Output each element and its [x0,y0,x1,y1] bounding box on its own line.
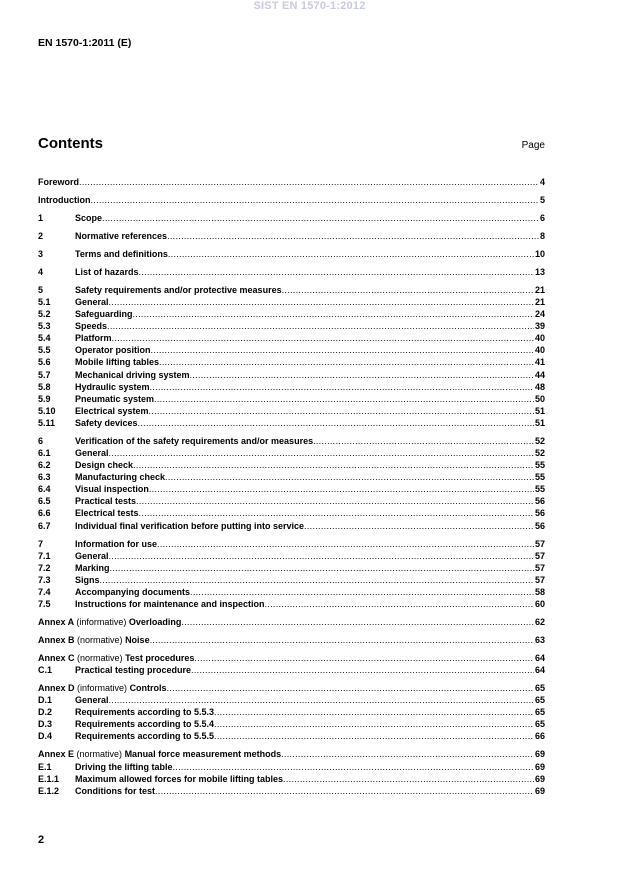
toc-entry-page: 55 [534,460,545,471]
toc-entry[interactable] [38,761,545,773]
toc-entry[interactable] [38,682,545,694]
toc-entry-title: Individual final verification before putting into service [75,520,305,531]
page-number: 2 [38,834,45,846]
toc-entry-title: Marking [75,562,110,573]
annex-label: Annex B [38,635,75,645]
dot-leader [133,459,534,471]
toc-entry-page: 65 [534,719,545,730]
toc-entry[interactable] [38,194,545,206]
toc-entry-number: 3 [38,248,44,259]
dot-leader [181,616,534,628]
toc-entry-page: 55 [534,472,545,483]
dot-leader [139,507,534,519]
toc-entry-title [38,616,181,628]
dot-leader [173,761,534,773]
annex-kind: (normative) [77,635,123,645]
table-of-contents [38,176,545,797]
dot-leader [214,730,534,742]
toc-entry-number: D.1 [38,695,53,706]
toc-entry-title: Requirements according to 5.5.3 [75,707,215,718]
toc-entry-title: Operator position [75,345,151,356]
dot-leader [281,748,534,760]
dot-leader [155,785,534,797]
toc-entry-number: E.1.2 [38,785,60,796]
toc-entry-page: 39 [534,321,545,332]
toc-entry-number: 6.3 [38,472,51,483]
toc-entry-number: E.1.1 [38,773,60,784]
toc-entry-number: 7.1 [38,550,51,561]
dot-leader [150,381,534,393]
toc-entry-title: Foreword [38,177,80,187]
dot-leader [110,562,534,574]
toc-entry-page: 63 [534,635,545,645]
toc-entry-number: 2 [38,230,44,241]
toc-entry[interactable] [38,284,545,296]
dot-leader [154,393,534,405]
toc-entry[interactable] [38,248,545,260]
dot-leader [109,447,534,459]
toc-entry-title: General [75,297,109,307]
annex-title: Overloading [128,617,182,628]
toc-entry-number: D.4 [38,731,53,742]
dot-leader [167,230,539,242]
annex-title: Controls [129,683,167,694]
watermark: SIST EN 1570-1:2012 [253,0,366,12]
toc-entry-title: List of hazards [75,266,139,277]
toc-entry[interactable] [38,230,545,242]
toc-entry[interactable] [38,176,545,188]
toc-entry[interactable] [38,320,545,332]
toc-entry[interactable] [38,550,545,562]
toc-entry-title: Scope [75,212,103,223]
toc-entry-page: 5 [539,194,545,205]
toc-entry[interactable] [38,664,545,676]
toc-entry-page: 64 [534,665,545,676]
toc-entry-title: Design check [75,460,134,471]
toc-entry-title: Visual inspection [75,484,149,495]
dot-leader [214,706,534,718]
dot-leader [168,248,534,260]
toc-entry-number: 5.10 [38,405,56,416]
toc-entry[interactable] [38,435,545,447]
dot-leader [214,718,534,730]
toc-entry-title [38,682,167,694]
dot-leader [194,652,534,664]
dot-leader [100,574,534,586]
toc-entry-page: 69 [534,773,545,784]
dot-leader [304,520,534,532]
toc-entry-title: Mechanical driving system [75,369,190,380]
annex-title: Manual force measurement methods [124,749,282,760]
toc-entry[interactable] [38,344,545,356]
toc-entry[interactable] [38,393,545,405]
toc-entry-page: 44 [534,369,545,380]
toc-entry-title: Safeguarding [75,309,133,320]
dot-leader [112,332,534,344]
toc-entry-number: 7.4 [38,586,51,597]
annex-label: Annex C [38,652,75,663]
toc-entry[interactable] [38,495,545,507]
toc-entry-number: 5.9 [38,393,51,404]
dot-leader [150,634,534,646]
toc-entry-title: Instructions for maintenance and inspection [75,599,265,610]
toc-entry-title: Electrical system [75,405,149,416]
toc-entry-page: 10 [534,248,545,259]
toc-entry-page: 56 [534,520,545,531]
toc-entry-number: 5.8 [38,381,51,392]
annex-kind: (normative) [76,749,123,760]
toc-entry-title: Information for use [75,538,158,549]
toc-entry-page: 65 [534,707,545,718]
toc-entry-number: 6.7 [38,520,51,531]
toc-entry[interactable] [38,562,545,574]
dot-leader [190,369,534,381]
toc-entry-number: 6.1 [38,448,51,459]
toc-entry-number: 5 [38,284,44,295]
toc-entry-page: 56 [534,508,545,519]
toc-entry-title: Requirements according to 5.5.4 [75,719,215,730]
dot-leader [165,471,534,483]
toc-entry[interactable] [38,381,545,393]
toc-entry[interactable] [38,296,545,308]
toc-entry-title [38,748,281,760]
toc-entry-page: 55 [534,484,545,495]
toc-entry[interactable] [38,785,545,797]
toc-entry-page: 40 [534,345,545,356]
toc-entry-number: 7 [38,538,44,549]
toc-entry-page: 66 [534,731,545,742]
toc-entry-title: Practical testing procedure [75,665,192,676]
toc-entry-title: Requirements according to 5.5.5 [75,731,215,742]
toc-entry-title: Electrical tests [75,508,139,519]
annex-kind: (informative) [76,617,127,628]
toc-entry[interactable] [38,356,545,368]
toc-entry-page: 64 [534,652,545,663]
toc-entry-page: 40 [534,333,545,344]
toc-entry-page: 69 [534,749,545,760]
toc-entry[interactable] [38,616,545,628]
dot-leader [136,495,534,507]
toc-entry-number: 6.5 [38,496,51,507]
toc-entry-title: Safety requirements and/or protective measures [75,284,282,295]
dot-leader [283,773,534,785]
annex-label: Annex D [38,683,75,694]
toc-entry-number: 4 [38,266,44,277]
dot-leader [139,266,534,278]
toc-entry-title: Driving the lifting table [75,761,173,772]
toc-entry-title: Signs [75,574,100,585]
toc-entry-title: Accompanying documents [75,586,191,597]
toc-entry-title: Introduction [38,194,91,205]
dot-leader [149,405,534,417]
toc-entry[interactable] [38,773,545,785]
toc-entry[interactable] [38,507,545,519]
toc-entry-number: D.3 [38,719,53,730]
toc-entry-number: 6.4 [38,484,51,495]
toc-entry[interactable] [38,538,545,550]
toc-entry-page: 52 [534,435,545,446]
toc-entry-page: 41 [534,357,545,368]
toc-entry[interactable] [38,520,545,532]
toc-entry-page: 50 [534,393,545,404]
toc-entry-title: Platform [75,333,112,344]
toc-entry[interactable] [38,447,545,459]
toc-entry[interactable] [38,694,545,706]
toc-entry-number: 6.6 [38,508,51,519]
toc-entry-page: 51 [534,405,545,416]
toc-entry-title: Normative references [75,230,168,241]
toc-entry-title: Mobile lifting tables [75,357,160,368]
toc-entry[interactable] [38,471,545,483]
toc-entry-number: 5.11 [38,417,56,428]
dot-leader [282,284,534,296]
annex-title: Noise [125,635,150,645]
dot-leader [313,435,534,447]
toc-entry-number: 5.6 [38,357,51,368]
dot-leader [190,586,534,598]
toc-entry-page: 48 [534,381,545,392]
toc-entry-page: 6 [539,212,545,223]
toc-entry-title: Maximum allowed forces for mobile lifting tables [75,773,284,784]
toc-entry-title: General [75,448,109,459]
toc-entry-title: General [75,695,109,706]
toc-entry-title [38,634,150,646]
toc-entry-title: Hydraulic system [75,381,150,392]
toc-entry-number: 7.5 [38,599,51,610]
toc-entry[interactable] [38,574,545,586]
toc-entry-number: 1 [38,212,44,223]
dot-leader [138,417,534,429]
toc-entry-title: Practical tests [75,496,137,507]
page-column-label: Page [521,140,545,151]
toc-entry-number: 5.7 [38,369,51,380]
toc-entry-page: 65 [534,683,545,694]
toc-entry-page: 60 [534,599,545,610]
toc-entry-number: 5.2 [38,309,51,320]
annex-label: Annex A [38,617,74,628]
toc-entry-page: 57 [534,574,545,585]
toc-entry-title: Speeds [75,321,108,332]
toc-entry-page: 51 [534,417,545,428]
annex-label: Annex E [38,749,75,760]
toc-entry-page: 56 [534,496,545,507]
dot-leader [133,308,534,320]
toc-entry-number: D.2 [38,707,53,718]
toc-entry[interactable] [38,730,545,742]
toc-entry-title: Safety devices [75,417,138,428]
toc-entry-page: 62 [534,617,545,628]
toc-entry[interactable] [38,266,545,278]
toc-entry[interactable] [38,634,545,646]
toc-entry-number: 5.4 [38,333,51,344]
toc-entry-title: Terms and definitions [75,248,168,259]
toc-entry[interactable] [38,748,545,760]
toc-entry-page: 4 [539,177,545,187]
dot-leader [91,194,539,206]
toc-entry[interactable] [38,405,545,417]
toc-entry-number: C.1 [38,665,53,676]
toc-entry[interactable] [38,417,545,429]
toc-entry-page: 21 [534,297,545,307]
dot-leader [159,356,534,368]
toc-entry-number: 6 [38,435,44,446]
toc-entry[interactable] [38,483,545,495]
toc-entry[interactable] [38,586,545,598]
toc-entry[interactable] [38,308,545,320]
toc-entry[interactable] [38,212,545,224]
dot-leader [151,344,534,356]
toc-entry[interactable] [38,369,545,381]
toc-entry-number: 5.5 [38,345,51,356]
toc-entry-number: E.1 [38,761,52,772]
toc-entry[interactable] [38,706,545,718]
toc-entry-page: 57 [534,538,545,549]
toc-entry-number: 7.2 [38,562,51,573]
toc-entry-title [38,652,194,664]
toc-entry-page: 13 [534,266,545,277]
toc-entry-number: 7.3 [38,574,51,585]
toc-entry-title: Pneumatic system [75,393,155,404]
toc-entry-number: 5.1 [38,297,51,307]
toc-entry-title: Verification of the safety requirements and/or measures [75,435,314,446]
toc-entry-page: 21 [534,284,545,295]
toc-entry[interactable] [38,718,545,730]
document-id: EN 1570-1:2011 (E) [38,37,132,49]
annex-kind: (normative) [77,652,123,663]
toc-entry-page: 58 [534,586,545,597]
toc-entry-number: 6.2 [38,460,51,471]
annex-kind: (informative) [77,683,128,694]
toc-entry-page: 57 [534,562,545,573]
toc-entry[interactable] [38,459,545,471]
dot-leader [109,694,534,706]
dot-leader [102,212,539,224]
toc-entry-page: 52 [534,448,545,459]
toc-entry-title: Manufacturing check [75,472,166,483]
toc-entry-page: 69 [534,761,545,772]
dot-leader [167,682,534,694]
dot-leader [109,550,534,562]
toc-entry[interactable] [38,332,545,344]
toc-entry-page: 65 [534,695,545,706]
dot-leader [191,664,534,676]
dot-leader [107,320,534,332]
dot-leader [265,598,534,610]
toc-entry[interactable] [38,598,545,610]
toc-entry-page: 57 [534,550,545,561]
page-title: Contents [38,135,103,152]
toc-entry-number: 5.3 [38,321,51,332]
annex-title: Test procedures [125,652,195,663]
toc-entry-page: 24 [534,309,545,320]
dot-leader [109,296,534,308]
toc-entry-title: Conditions for test [75,785,155,796]
toc-entry-page: 8 [539,230,545,241]
dot-leader [79,176,539,188]
toc-entry-page: 69 [534,785,545,796]
dot-leader [149,483,534,495]
dot-leader [157,538,534,550]
toc-entry-title: General [75,550,109,561]
toc-entry[interactable] [38,652,545,664]
